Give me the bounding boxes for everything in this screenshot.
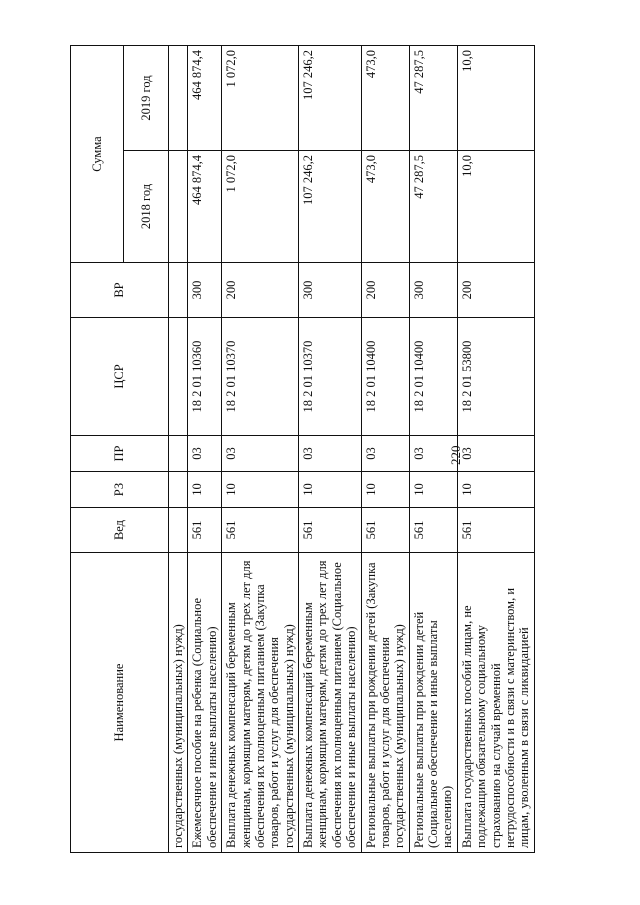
table-row — [169, 46, 188, 853]
cell-rz: 10 — [188, 472, 222, 508]
cell-rz: 10 — [457, 472, 534, 508]
header-name: Наименование — [71, 553, 169, 853]
cell-vr: 300 — [188, 263, 222, 318]
cell-2018: 107 246,2 — [299, 151, 362, 263]
cell-pr: 03 — [188, 436, 222, 472]
cell-ved: 561 — [409, 508, 457, 553]
header-year-2019: 2019 год — [124, 46, 169, 151]
header-row-1 — [71, 46, 124, 853]
cell-2019 — [169, 46, 188, 151]
table-row — [188, 46, 222, 853]
cell-vr: 200 — [222, 263, 299, 318]
cell-2019: 464 874,4 — [188, 46, 222, 151]
cell-ved: 561 — [299, 508, 362, 553]
table-header — [71, 46, 169, 853]
cell-rz: 10 — [361, 472, 409, 508]
cell-2018: 47 287,5 — [409, 151, 457, 263]
cell-name: государственных (муниципальных) нужд) — [169, 553, 188, 853]
table-body — [169, 46, 535, 853]
cell-2018: 473,0 — [361, 151, 409, 263]
cell-rz: 10 — [299, 472, 362, 508]
cell-ved: 561 — [361, 508, 409, 553]
cell-2018: 464 874,4 — [188, 151, 222, 263]
header-rz: РЗ — [71, 472, 169, 508]
cell-2019: 473,0 — [361, 46, 409, 151]
header-year-2018: 2018 год — [124, 151, 169, 263]
cell-pr: 03 — [222, 436, 299, 472]
cell-csr: 18 2 01 53800 — [457, 318, 534, 436]
cell-2019: 47 287,5 — [409, 46, 457, 151]
cell-csr: 18 2 01 10370 — [299, 318, 362, 436]
cell-pr: 03 — [361, 436, 409, 472]
cell-vr: 300 — [299, 263, 362, 318]
cell-csr: 18 2 01 10400 — [409, 318, 457, 436]
cell-pr — [169, 436, 188, 472]
cell-pr: 03 — [299, 436, 362, 472]
budget-table — [70, 45, 535, 853]
table-row — [409, 46, 457, 853]
cell-ved: 561 — [188, 508, 222, 553]
cell-name: Выплата денежных компенсаций беременным женщинам, кормящим матерям, детям до трех лет для обеспечения их полноценным питанием (Закупка товаров, работ и услуг для обеспечения государственных (муниципальных) нужд) — [222, 553, 299, 853]
cell-vr: 300 — [409, 263, 457, 318]
cell-pr: 03 — [409, 436, 457, 472]
cell-pr: 03 — [457, 436, 534, 472]
cell-2018: 1 072,0 — [222, 151, 299, 263]
cell-vr: 200 — [457, 263, 534, 318]
table-row — [457, 46, 534, 853]
cell-rz: 10 — [409, 472, 457, 508]
cell-2019: 10,0 — [457, 46, 534, 151]
cell-vr — [169, 263, 188, 318]
cell-vr: 200 — [361, 263, 409, 318]
cell-name: Региональные выплаты при рождении детей (Социальное обеспечение и иные выплаты населению) — [409, 553, 457, 853]
header-vr: ВР — [71, 263, 169, 318]
cell-ved: 561 — [222, 508, 299, 553]
cell-ved: 561 — [457, 508, 534, 553]
cell-name: Ежемесячное пособие на ребенка (Социальное обеспечение и иные выплаты населению) — [188, 553, 222, 853]
cell-name: Выплата денежных компенсаций беременным женщинам, кормящим матерям, детям до трех лет для обеспечения их полноценным питанием (Социальное обеспечение и иные выплаты населению) — [299, 553, 362, 853]
page-number: 220 — [448, 445, 463, 465]
table-row — [222, 46, 299, 853]
header-summa: Сумма — [71, 46, 124, 263]
cell-rz — [169, 472, 188, 508]
header-csr: ЦСР — [71, 318, 169, 436]
cell-ved — [169, 508, 188, 553]
cell-2019: 107 246,2 — [299, 46, 362, 151]
cell-2018: 10,0 — [457, 151, 534, 263]
table-row — [299, 46, 362, 853]
cell-name: Выплата государственных пособий лицам, не подлежащим обязательному социальному страхованию на случай временной нетрудоспособности и в связи с материнством, и лицам, уволенным в связи с ликвидацией — [457, 553, 534, 853]
table-row — [361, 46, 409, 853]
cell-name: Региональные выплаты при рождении детей (Закупка товаров, работ и услуг для обеспечения государственных (муниципальных) нужд) — [361, 553, 409, 853]
cell-2019: 1 072,0 — [222, 46, 299, 151]
cell-2018 — [169, 151, 188, 263]
cell-csr — [169, 318, 188, 436]
cell-csr: 18 2 01 10370 — [222, 318, 299, 436]
header-pr: ПР — [71, 436, 169, 472]
cell-csr: 18 2 01 10400 — [361, 318, 409, 436]
cell-rz: 10 — [222, 472, 299, 508]
header-ved: Вед — [71, 508, 169, 553]
cell-csr: 18 2 01 10360 — [188, 318, 222, 436]
